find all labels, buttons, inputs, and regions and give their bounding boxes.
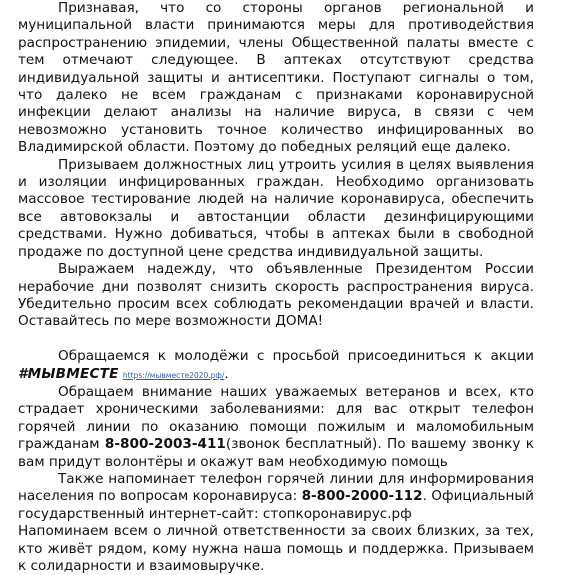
paragraph-call-to-officials: Призываем должностных лиц утроить усилия в целях выявления и изоляции инфицированных граждан. Необходимо организовать массовое тестирование людей на наличие коронавируса, обеспечить все автовокзалы и автостанции области дезинфицирующими средствами. Нужно добиваться, чтобы в аптеках были в свободной продаже по доступной цене средства индивидуальной защиты.: [18, 156, 534, 260]
blank-line: [18, 331, 534, 348]
covid-hotline-text: Также напоминает телефон горячей линии для информирования населения по вопросам коронавируса:: [18, 470, 534, 505]
veterans-phone-number: 8-800-2003-411: [104, 436, 226, 453]
paragraph-covid-hotline: [18, 471, 534, 523]
covid-hotline-phone-number: 8-800-2000-112: [301, 488, 423, 505]
paragraph-responsibility: Напоминаем всем о личной ответственности за своих близких, за тех, кто живёт рядом, кому нужна наша помощь и поддержка. Призываем к солидарности и взаимовыручке.: [18, 523, 534, 574]
hashtag-label: #МЫВМЕСТЕ: [18, 365, 119, 382]
action-website-link[interactable]: https://мывместе2020.рф/: [122, 370, 225, 380]
youth-appeal-text: Обращаемся к молодёжи с просьбой присоединиться к акции: [58, 348, 534, 365]
veterans-text: Обращаем внимание наших уважаемых ветеранов и всех, кто страдает хроническими заболеваниями: для вас открыт телефон горячей линии по оказанию помощи пожилым и маломобильным гражданам: [18, 383, 534, 453]
paragraph-hope: Выражаем надежду, что объявленные Президентом России нерабочие дни позволят снизить скорость распространения вируса. Убедительно просим всех соблюдать рекомендации врачей и власти. Оставайтесь по мере возможности ДОМА!: [18, 261, 534, 330]
paragraph-youth-appeal: [18, 348, 534, 384]
covid-hotline-text-end: . Официальный государственный интернет-сайт: стопкоронавирус.рф: [18, 488, 535, 522]
document-body: [18, 0, 534, 575]
paragraph-veterans-hotline: [18, 384, 534, 471]
veterans-text-end: (звонок бесплатный). По вашему звонку к вам придут волонтёры и окажут вам необходимую помощь: [18, 436, 535, 470]
paragraph-measures: Признавая, что со стороны органов региональной и муниципальной власти принимаются меры для противодействия распространению эпидемии, члены Общественной палаты вместе с тем отмечают следующее. В аптеках отсутствуют средства индивидуальной защиты и антисептики. Поступают сигналы о том, что далеко не всем гражданам с признаками коронавирусной инфекции делают анализы на наличие вируса, в связи с чем невозможно установить точное количество инфицированных во Владимирской области. Поэтому до победных реляций еще далеко.: [18, 0, 534, 156]
youth-appeal-end: .: [224, 365, 229, 382]
